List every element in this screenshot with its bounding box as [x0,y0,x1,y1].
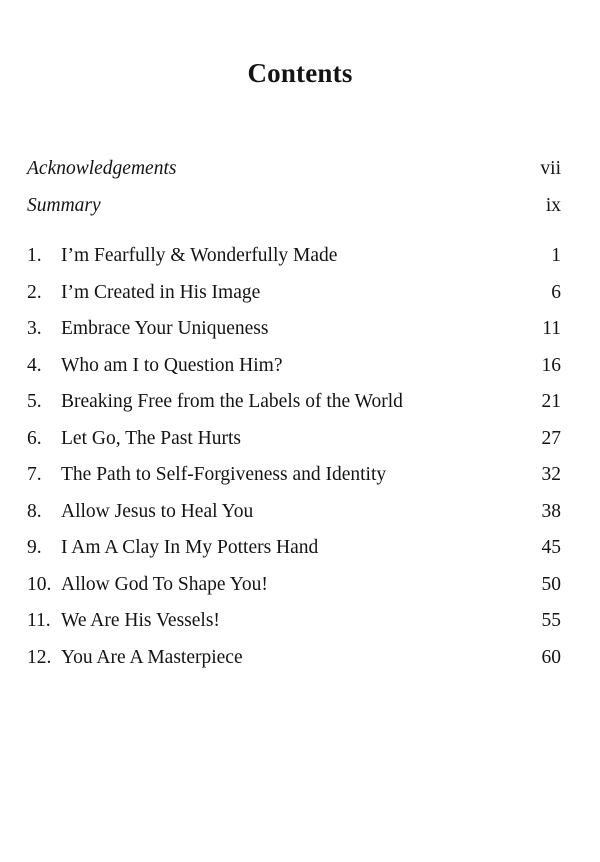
toc-entry-chapter-7 [27,464,561,501]
chapter-list [27,245,561,683]
chapter-title: I’m Fearfully & Wonderfully Made [61,245,338,266]
chapter-title: I’m Created in His Image [61,281,261,303]
toc-entry-chapter-4 [27,355,561,392]
chapter-number: 4. [27,354,42,376]
toc-entry-chapter-2 [27,282,561,319]
chapter-number: 9. [27,537,42,558]
chapter-title: Allow God To Shape You! [61,573,268,595]
chapter-title: We Are His Vessels! [61,610,220,631]
chapter-page: 1 [551,245,561,266]
toc-entry-chapter-12 [27,647,561,684]
chapter-number: 7. [27,464,42,485]
chapter-page: 45 [541,537,561,558]
chapter-title: Who am I to Question Him? [61,354,283,376]
chapter-page: 6 [551,281,561,303]
chapter-page: 50 [541,573,561,595]
toc-entry-chapter-9 [27,537,561,574]
toc-entry-acknowledgements [27,158,561,195]
toc-entry-chapter-1 [27,245,561,282]
toc-entry-summary [27,195,561,232]
chapter-number: 11. [27,610,51,631]
toc-entry-page: ix [545,194,561,216]
chapter-number: 8. [27,500,42,522]
chapter-page: 60 [541,646,561,668]
chapter-page: 11 [542,318,561,339]
chapter-page: 55 [541,610,561,631]
chapter-title: Allow Jesus to Heal You [61,500,254,522]
toc-entry-chapter-6 [27,428,561,465]
toc-entry-chapter-5 [27,391,561,428]
toc-entry-chapter-11 [27,610,561,647]
front-matter-list [27,158,561,231]
chapter-title: Breaking Free from the Labels of the World [61,391,403,412]
chapter-page: 32 [541,464,561,485]
chapter-number: 2. [27,281,42,303]
chapter-page: 27 [541,427,561,449]
chapter-title: I Am A Clay In My Potters Hand [61,537,319,558]
chapter-title: Embrace Your Uniqueness [61,318,269,339]
chapter-number: 10. [27,573,52,595]
toc-entry-title: Acknowledgements [27,158,177,179]
chapter-page: 38 [541,500,561,522]
chapter-page: 16 [541,354,561,376]
chapter-number: 3. [27,318,42,339]
chapter-number: 6. [27,427,42,449]
chapter-title: The Path to Self-Forgiveness and Identity [61,464,387,485]
chapter-page: 21 [541,391,561,412]
chapter-number: 5. [27,391,42,412]
page-title: Contents [247,58,353,88]
chapter-title: Let Go, The Past Hurts [61,427,241,449]
toc-entry-chapter-3 [27,318,561,355]
toc-entry-chapter-8 [27,501,561,538]
toc-entry-chapter-10 [27,574,561,611]
chapter-title: You Are A Masterpiece [61,646,243,668]
chapter-number: 1. [27,245,42,266]
toc-entry-page: vii [540,158,561,179]
toc-entry-title: Summary [27,194,101,216]
table-of-contents [27,158,561,683]
chapter-number: 12. [27,646,52,668]
